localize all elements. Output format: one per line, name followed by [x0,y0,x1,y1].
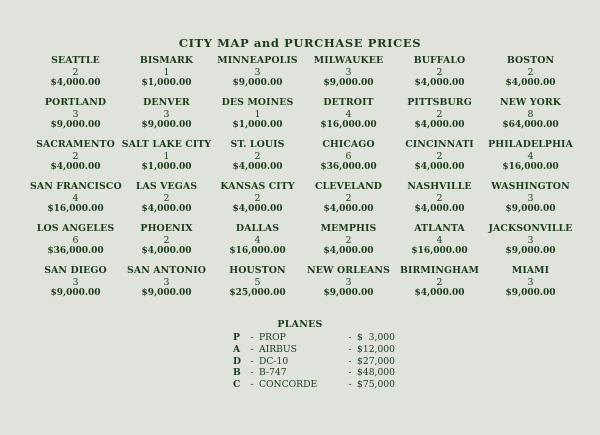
city-count: 3 [345,66,352,78]
city-entry [303,181,394,223]
city-count: 2 [436,66,443,78]
city-entry [394,55,485,97]
city-price: $4,000.00 [414,120,465,131]
city-name: BOSTON [506,55,555,66]
city-entry [485,223,576,265]
city-name: BIRMINGHAM [400,265,479,276]
city-price: $4,000.00 [50,162,101,173]
city-name: DES MOINES [221,97,294,108]
city-count: 4 [254,234,261,246]
city-grid [30,55,576,307]
city-count: 3 [345,276,352,288]
city-price: $4,000.00 [232,204,283,215]
city-count: 2 [436,150,443,162]
page-title: CITY MAP and PURCHASE PRICES [178,36,422,50]
city-entry [485,55,576,97]
city-count: 3 [163,276,170,288]
city-price: $1,000.00 [232,120,283,131]
city-price: $4,000.00 [323,246,374,257]
city-price: $64,000.00 [502,120,559,131]
plane-cost: $48,000 [357,367,395,379]
city-price: $9,000.00 [505,288,556,299]
city-count: 2 [254,192,261,204]
city-count: 1 [163,66,170,78]
city-price: $36,000.00 [47,246,104,257]
city-price: $9,000.00 [323,288,374,299]
city-price: $9,000.00 [232,78,283,89]
city-entry [303,55,394,97]
city-price: $9,000.00 [141,120,192,131]
city-entry [212,223,303,265]
city-entry [121,181,212,223]
separator: - [250,355,254,367]
city-count: 1 [163,150,170,162]
city-price: $4,000.00 [141,246,192,257]
city-entry [394,181,485,223]
city-count: 2 [72,66,79,78]
city-count: 5 [254,276,261,288]
city-count: 3 [527,276,534,288]
separator: - [250,367,254,379]
separator: - [348,379,352,391]
city-count: 2 [163,234,170,246]
city-price: $4,000.00 [414,162,465,173]
city-entry [121,97,212,139]
city-entry [485,97,576,139]
city-count: 4 [527,150,534,162]
city-name: BISMARK [139,55,194,66]
plane-name: B-747 [259,367,287,379]
city-entry [394,139,485,181]
city-name: ST. LOUIS [230,139,285,150]
city-price: $16,000.00 [47,204,104,215]
city-price: $9,000.00 [50,288,101,299]
city-entry [303,223,394,265]
city-name: LOS ANGELES [36,223,115,234]
city-price: $4,000.00 [505,78,556,89]
city-count: 2 [527,66,534,78]
planes-title: PLANES [277,319,323,330]
city-price: $16,000.00 [502,162,559,173]
plane-code: D [233,355,241,367]
separator: - [348,343,352,355]
plane-row [233,332,433,344]
city-count: 4 [72,192,79,204]
city-entry [394,265,485,307]
city-price: $25,000.00 [229,288,286,299]
city-count: 6 [345,150,352,162]
plane-row [233,344,433,356]
separator: - [250,379,254,391]
city-name: SALT LAKE CITY [121,139,212,150]
city-entry [212,97,303,139]
city-entry [30,55,121,97]
city-count: 2 [72,150,79,162]
city-count: 4 [436,234,443,246]
plane-row [233,367,433,379]
separator: - [250,343,254,355]
city-count: 4 [345,108,352,120]
separator: - [348,332,352,343]
separator: - [348,355,352,367]
city-count: 2 [345,234,352,246]
city-name: CHICAGO [322,139,375,150]
city-entry [30,181,121,223]
city-name: MIAMI [511,265,550,276]
plane-code: B [233,367,241,379]
city-count: 3 [527,192,534,204]
planes-list [233,332,433,391]
city-price: $9,000.00 [323,78,374,89]
plane-cost: $ 3,000 [357,332,395,343]
plane-row [233,356,433,368]
city-entry [303,97,394,139]
city-entry [212,181,303,223]
separator: - [250,332,254,343]
city-entry [121,265,212,307]
city-price: $9,000.00 [50,120,101,131]
city-price: $16,000.00 [411,246,468,257]
city-count: 2 [436,192,443,204]
city-entry [485,139,576,181]
city-count: 2 [163,192,170,204]
city-entry [394,97,485,139]
city-count: 1 [254,108,261,120]
city-entry [30,139,121,181]
city-count: 2 [436,108,443,120]
city-entry [303,139,394,181]
city-entry [394,223,485,265]
plane-code: C [233,379,241,391]
city-entry [121,55,212,97]
city-name: PHOENIX [140,223,193,234]
city-name: MEMPHIS [320,223,377,234]
plane-cost: $27,000 [357,355,395,367]
city-price: $16,000.00 [320,120,377,131]
city-name: ATLANTA [414,223,465,234]
city-name: PITTSBURG [407,97,472,108]
city-name: PORTLAND [44,97,107,108]
city-name: BUFFALO [413,55,466,66]
city-entry [212,55,303,97]
city-count: 3 [72,108,79,120]
city-price: $4,000.00 [323,204,374,215]
city-name: DENVER [143,97,190,108]
plane-name: AIRBUS [259,343,297,355]
city-count: 3 [527,234,534,246]
city-name: WASHINGTON [491,181,570,192]
city-name: NEW ORLEANS [307,265,390,276]
city-price: $4,000.00 [414,78,465,89]
city-price: $4,000.00 [414,288,465,299]
city-name: SEATTLE [51,55,100,66]
city-name: PHILADELPHIA [488,139,573,150]
plane-code: P [233,332,240,343]
city-price: $9,000.00 [505,246,556,257]
city-name: SACRAMENTO [36,139,115,150]
city-price: $9,000.00 [505,204,556,215]
city-entry [30,223,121,265]
city-name: DALLAS [235,223,280,234]
city-name: MILWAUKEE [313,55,384,66]
city-entry [30,265,121,307]
city-entry [30,97,121,139]
city-count: 6 [72,234,79,246]
city-name: HOUSTON [229,265,286,276]
city-name: CLEVELAND [314,181,383,192]
city-name: NASHVILLE [407,181,472,192]
plane-name: DC-10 [259,355,289,367]
city-name: MINNEAPOLIS [217,55,298,66]
city-name: SAN ANTONIO [126,265,207,276]
city-name: CINCINNATI [405,139,474,150]
city-entry [212,139,303,181]
city-price: $1,000.00 [141,78,192,89]
city-price: $9,000.00 [141,288,192,299]
plane-code: A [233,343,241,355]
plane-row [233,379,433,391]
city-price: $4,000.00 [50,78,101,89]
plane-name: PROP [259,332,286,343]
plane-cost: $12,000 [357,343,395,355]
city-name: JACKSONVILLE [488,223,573,234]
city-price: $4,000.00 [414,204,465,215]
city-entry [121,223,212,265]
city-price: $4,000.00 [232,162,283,173]
city-price: $16,000.00 [229,246,286,257]
city-name: SAN DIEGO [44,265,107,276]
city-name: LAS VEGAS [135,181,198,192]
city-count: 2 [254,150,261,162]
city-count: 3 [72,276,79,288]
city-name: SAN FRANCISCO [30,181,122,192]
separator: - [348,367,352,379]
city-name: KANSAS CITY [220,181,295,192]
city-price: $1,000.00 [141,162,192,173]
city-count: 2 [345,192,352,204]
city-entry [485,181,576,223]
city-count: 2 [436,276,443,288]
city-entry [303,265,394,307]
city-entry [212,265,303,307]
city-price: $4,000.00 [141,204,192,215]
city-name: DETROIT [323,97,374,108]
city-count: 3 [254,66,261,78]
plane-cost: $75,000 [357,379,395,391]
city-entry [121,139,212,181]
city-price: $36,000.00 [320,162,377,173]
plane-name: CONCORDE [259,379,318,391]
city-count: 8 [527,108,534,120]
city-count: 3 [163,108,170,120]
city-entry [485,265,576,307]
city-name: NEW YORK [499,97,562,108]
